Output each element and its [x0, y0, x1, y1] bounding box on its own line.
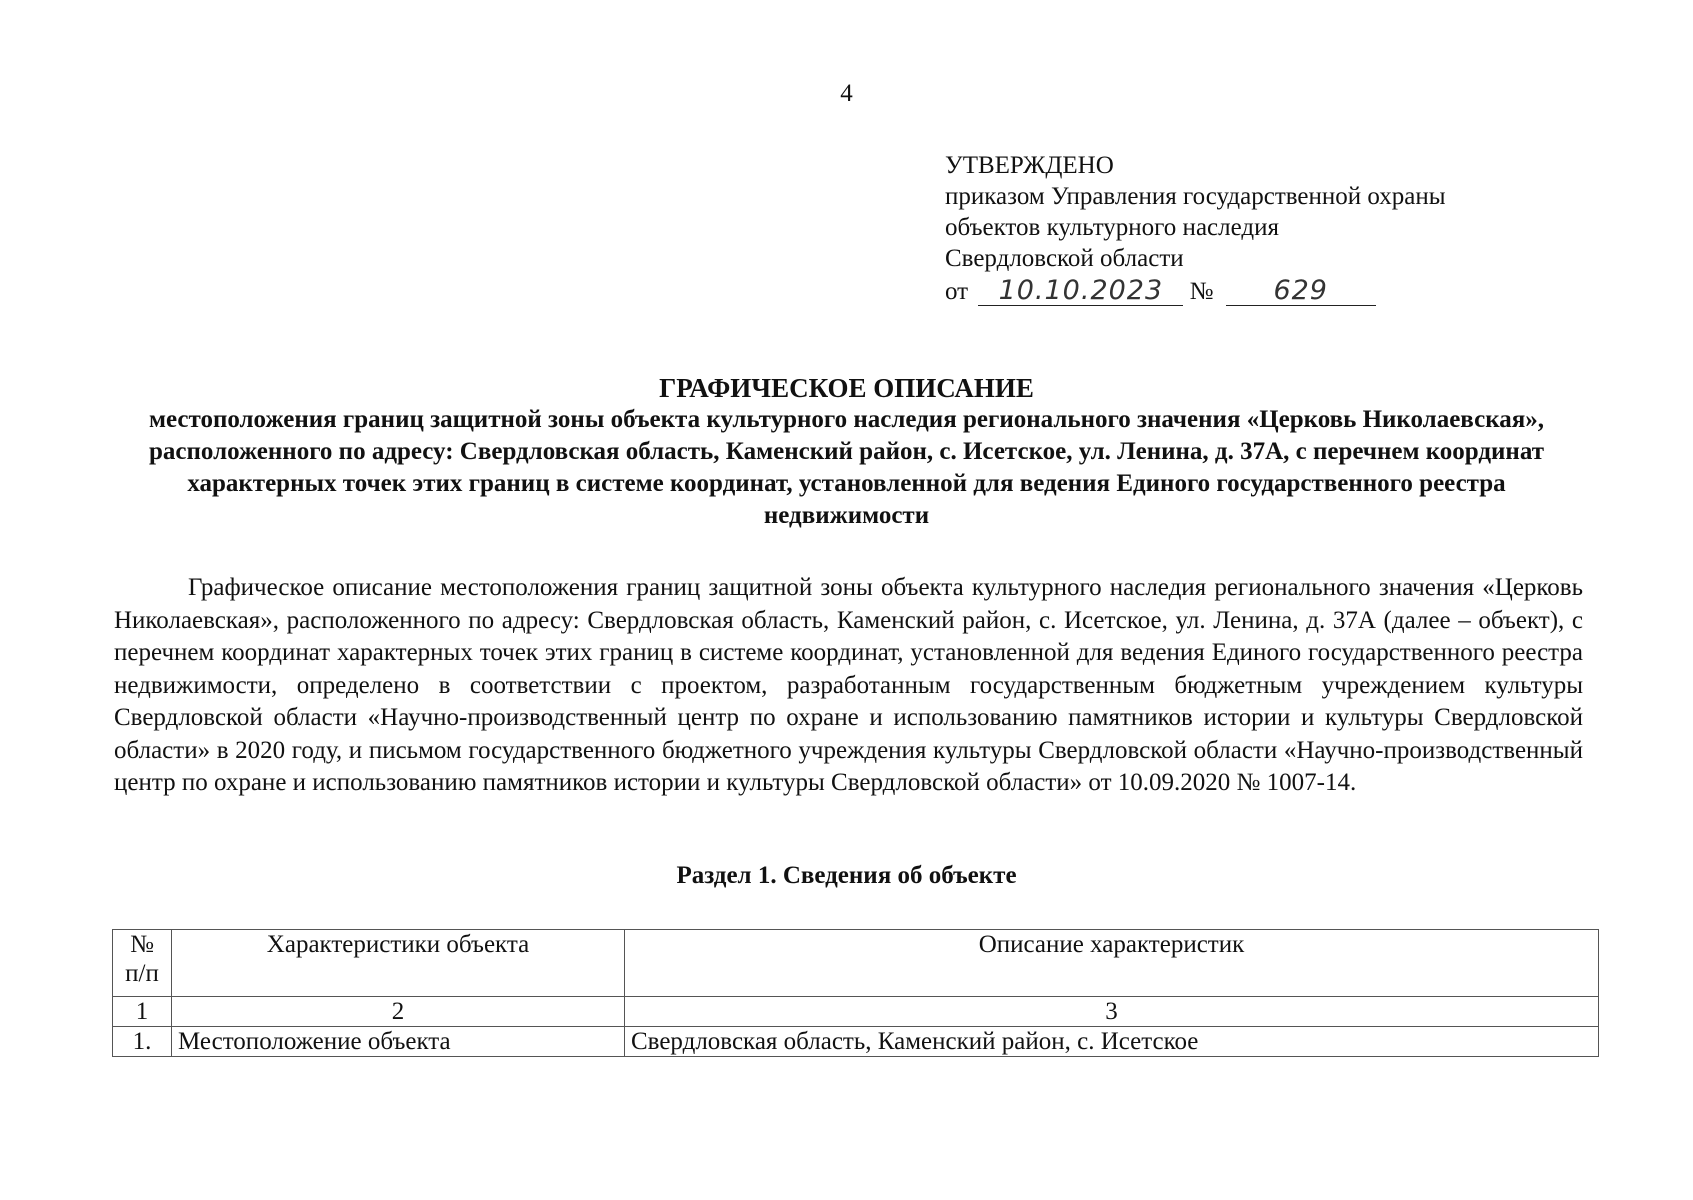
table-cell: Местоположение объекта [172, 1027, 625, 1057]
document-title [110, 372, 1583, 532]
body-paragraph: Графическое описание местоположения границ защитной зоны объекта культурного наследия регионального значения «Церковь Николаевская», расположенного по адресу: Свердловская область, Каменский район, с. Исетское, ул. Ленина, д. 37А (далее – объект), с перечнем координат характерных точек этих границ в системе координат, установленной для ведения Единого государственного реестра недвижимости, определено в соответствии с проектом, разработанным государственным бюджетным учреждением культуры Свердловской области «Научно-производственный центр по охране и использованию памятников истории и культуры Свердловской области» в 2020 году, и письмом государственного бюджетного учреждения культуры Свердловской области «Научно-производственный центр по охране и использованию памятников истории и культуры Свердловской области» от 10.09.2020 № 1007-14. [114, 574, 1583, 796]
table-index-cell: 1 [113, 997, 172, 1027]
table-index-cell: 3 [625, 997, 1599, 1027]
title-main: ГРАФИЧЕСКОЕ ОПИСАНИЕ [659, 373, 1034, 403]
title-subtitle: местоположения границ защитной зоны объекта культурного наследия регионального значения «Церковь Николаевская», расположенного по адресу: Свердловская область, Каменский район, с. Исетское, ул. Ленина, д. 37А, с перечнем координат характерных точек этих границ в системе координат, установленной для ведения Единого государственного реестра недвижимости [148, 406, 1545, 529]
object-info-table [112, 929, 1599, 1057]
approval-date-line [945, 276, 1545, 307]
table-header-row [113, 930, 1599, 997]
approval-line-1: приказом Управления государственной охраны [945, 183, 1446, 210]
page-number: 4 [840, 80, 853, 107]
table-header-cell: Описание характеристик [625, 930, 1599, 997]
approval-line-2: объектов культурного наследия [945, 214, 1279, 241]
handwritten-date: 10.10.2023 [978, 277, 1183, 306]
date-prefix: от [945, 278, 969, 305]
table-cell: 1. [113, 1027, 172, 1057]
table-index-row [113, 997, 1599, 1027]
number-prefix: № [1189, 278, 1214, 305]
table-header-cell: Характеристики объекта [172, 930, 625, 997]
section-heading: Раздел 1. Сведения об объекте [676, 862, 1017, 889]
table-row [113, 1027, 1599, 1057]
table-cell: Свердловская область, Каменский район, с. Исетское [625, 1027, 1599, 1057]
approval-stamp [945, 150, 1545, 307]
approval-heading: УТВЕРЖДЕНО [945, 152, 1114, 179]
approval-line-3: Свердловской области [945, 245, 1184, 272]
table-header-cell: № п/п [113, 930, 172, 997]
table-index-cell: 2 [172, 997, 625, 1027]
handwritten-number: 629 [1226, 277, 1376, 306]
